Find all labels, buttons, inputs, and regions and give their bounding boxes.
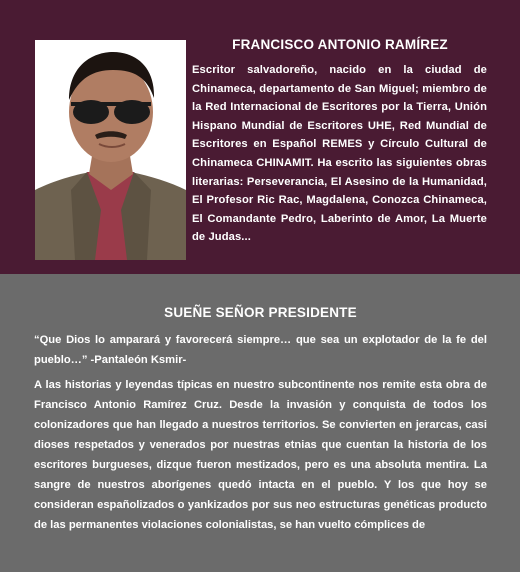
review-body: A las historias y leyendas típicas en nuestro subcontinente nos remite esta obra de Francisco Antonio Ramírez Cruz. Desde la invasión y conquista de todos los colonizadores que han llegado a nuestros territorios. Se convierten en jerarcas, casi dioses respetados y venerados por nuestras etnias que cuentan la historia de los escritores burgueses, dizque fueron mestizados, pero es una absoluta mentira. La sangre de nuestros aborígenes quedó intacta en el pueblo. Y los que hoy se consideran españolizados o yankizados por sus neo estructuras genéticas producto de las permanentes violaciones colonialistas, se han vuelto cómplices de — [34, 379, 487, 531]
book-title: SUEÑE SEÑOR PRESIDENTE — [164, 305, 357, 320]
book-review — [0, 274, 520, 572]
author-photo — [35, 40, 186, 260]
author-bio: Escritor salvadoreño, nacido en la ciudad de Chinameca, departamento de San Miguel; miembro de la Red Internacional de Escritores por la Tierra, Unión Hispano Mundial de Escritores UHE, Red Mundial de Escritores en Español REMES y Círculo Cultural de Chinameca CHINAMIT. Ha escrito las siguientes obras literarias: Perseverancia, El Asesino de la Humanidad, El Profesor Ric Rac, Magdalena, Conozca Chinameca, El Comandante Pedro, Laberinto de Amor, La Muerte de Judas... — [192, 64, 487, 244]
author-name: FRANCISCO ANTONIO RAMÍREZ — [232, 37, 448, 52]
author-panel — [0, 0, 520, 274]
epigraph-quote: “Que Dios lo amparará y favorecerá siempre… que sea un explotador de la fe del pueblo…” -Pantaleón Ksmir- — [34, 334, 487, 366]
